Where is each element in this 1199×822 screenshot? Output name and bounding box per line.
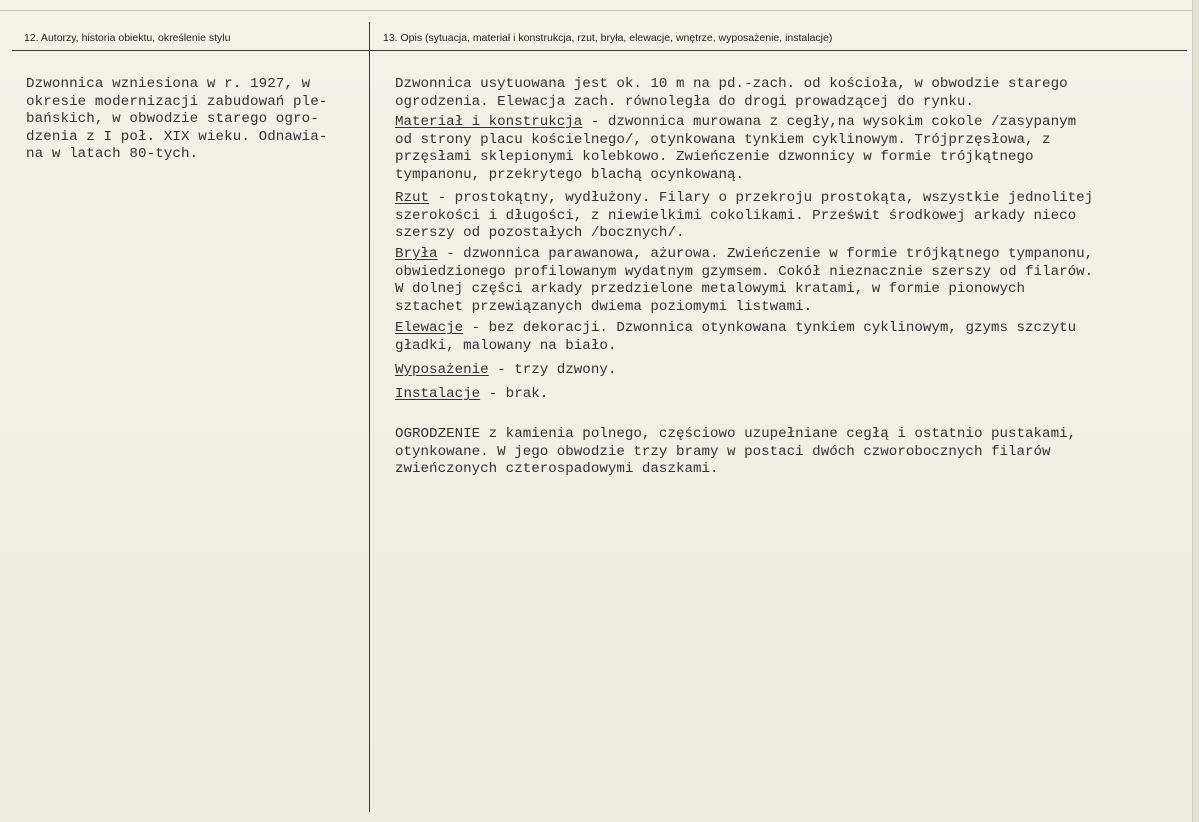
fence-paragraph: OGRODZENIE z kamienia polnego, częściowo uzupełniane cegłą i ostatnio pustakami, otynkowane. W jego obwodzie trzy bramy w postaci dwóch czworobocznych filarów zwieńczonych czterospadowymi daszkami. [395,426,1077,477]
mass-paragraph [395,246,1185,316]
section-12-heading: 12. Autorzy, historia obiektu, określenie stylu [24,32,231,44]
plan-paragraph [395,190,1185,243]
installations-paragraph [395,386,1185,404]
elevation-paragraph [395,320,1185,355]
equipment-text: - trzy dzwony. [488,362,617,378]
material-paragraph [395,114,1185,184]
elevation-text: - bez dekoracji. Dzwonnica otynkowana tynkiem cyklinowym, gzyms szczytu gładki, malowany na biało. [395,320,1077,354]
plan-text: - prostokątny, wydłużony. Filary o przekroju prostokąta, wszystkie jednolitej szerokości i długości, z niewielkimi cokolikami. Prześwit środkowej arkady nieco szerszy od pozostałych /bocznych/. [395,190,1094,241]
plan-label: Rzut [395,190,430,206]
history-text: Dzwonnica wzniesiona w r. 1927, w okresie modernizacji zabudowań ple- bańskich, w obwodzie starego ogro- dzenia z I poł. XIX wieku. Odnawia- na w latach 80-tych. [26,76,328,162]
mass-text: - dzwonnica parawanowa, ażurowa. Zwieńczenie w formie trójkątnego tympanonu, obwiedzionego profilowanym wydatnym gzymsem. Cokół nieznacznie szerszy od filarów. W dolnej części arkady przedzielone metalowymi kratami, w formie pionowych sztachet przewiązanych dwiema poziomymi listwami. [395,246,1094,315]
right-edge [1192,0,1199,822]
header-rule [12,50,1187,51]
situation-paragraph: Dzwonnica usytuowana jest ok. 10 m na pd.-zach. od kościoła, w obwodzie starego ogrodzenia. Elewacja zach. równoległa do drogi prowadzącej do rynku. [395,76,1068,110]
equipment-paragraph [395,362,1185,380]
installations-text: - brak. [480,386,549,402]
top-edge [0,0,1199,11]
elevation-label: Elewacje [395,320,464,336]
equipment-label: Wyposażenie [395,362,489,378]
material-text: - dzwonnica murowana z cegły,na wysokim cokole /zasypanym od strony placu kościelnego/, otynkowana tynkiem cyklinowym. Trójprzęsłowa, z przęsłami sklepionymi kolebkowo. Zwieńczenie dzwonnicy w formie trójkątnego tympanonu, przekrytego blachą ocynkowaną. [395,114,1077,183]
material-label: Materiał i konstrukcja [395,114,583,130]
mass-label: Bryła [395,246,438,262]
column-divider [369,22,370,812]
installations-label: Instalacje [395,386,481,402]
section-13-heading: 13. Opis (sytuacja, materiał i konstrukcja, rzut, bryła, elewacje, wnętrze, wyposażenie, instalacje) [383,32,833,44]
